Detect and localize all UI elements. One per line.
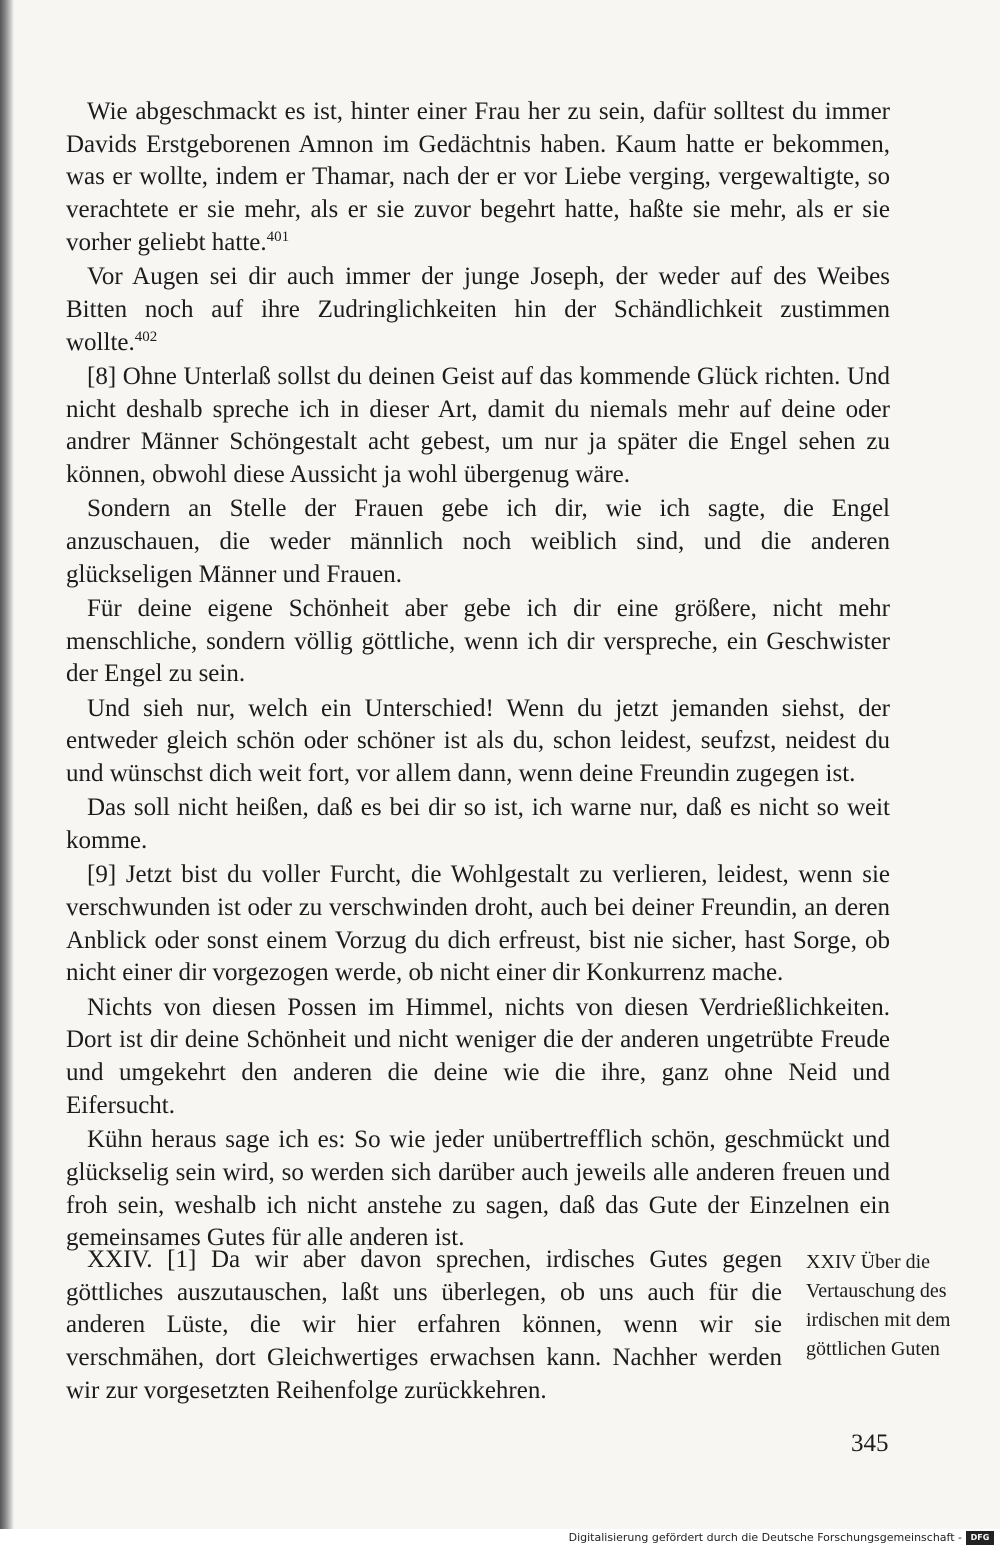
marginal-note-line: Vertauschung des (806, 1280, 947, 1302)
paragraph: Das soll nicht heißen, daß es bei dir so ist, ich warne nur, daß es nicht so weit komme. (66, 794, 890, 855)
paragraph: Nichts von diesen Possen im Himmel, nichts von diesen Verdrießlichkeiten. Dort ist dir deine Schönheit und nicht weniger die der anderen ungetrübte Freude und umgekehrt den anderen die deine wie die ihre, ganz ohne Neid und Eifersucht. (66, 993, 890, 1119)
footnote-ref: 402 (134, 328, 158, 345)
paragraph-text: Vor Augen sei dir auch immer der junge Joseph, der weder auf des Weibes Bitten noch auf ihre Zudringlichkeiten hin der Schändlichkeit zustimmen wollte. (66, 263, 890, 356)
paragraph (66, 261, 890, 359)
paragraph: Für deine eigene Schönheit aber gebe ich dir eine größere, nicht mehr menschliche, sondern völlig göttliche, wenn ich dir verspreche, ein Geschwister der Engel zu sein. (66, 594, 890, 688)
main-text (66, 96, 890, 1257)
paragraph (66, 96, 890, 260)
footnote-ref: 401 (266, 228, 290, 245)
marginal-note-line: irdischen mit dem (806, 1309, 951, 1331)
marginal-note-line: XXIV Über die (806, 1251, 931, 1273)
section-xxiv (66, 1244, 782, 1408)
footer-text: Digitalisierung gefördert durch die Deutsche Forschungsgemeinschaft - (568, 1531, 962, 1544)
book-spine-shadow (0, 0, 14, 1549)
section-paragraph: XXIV. [1] Da wir aber davon sprechen, irdisches Gutes gegen göttliches auszutauschen, laßt uns überlegen, ob uns auch für die anderen Lüste, die wir hier erfahren können, wenn wir sie verschmähen, dort Gleichwertiges erwachsen kann. Nachher werden wir zur vorgesetzten Reihenfolge zurückkehren. (66, 1246, 782, 1404)
dfg-logo-icon: DFG (966, 1531, 994, 1545)
marginal-note (806, 1248, 986, 1364)
paragraph: Kühn heraus sage ich es: So wie jeder unübertrefflich schön, geschmückt und glückselig sein wird, so werden sich darüber auch jeweils alle anderen freuen und froh sein, weshalb ich nicht anstehe zu sagen, daß das Gute der Einzelnen ein gemeinsames Gutes für alle anderen ist. (66, 1126, 890, 1252)
digitization-footer (0, 1529, 1000, 1549)
paragraph-text: Wie abgeschmackt es ist, hinter einer Frau her zu sein, dafür solltest du immer Davids Erstgeborenen Amnon im Gedächtnis haben. Kaum hatte er bekommen, was er wollte, indem er Thamar, nach der er vor Liebe verging, vergewaltigte, so verachtete er sie mehr, als er sie zuvor begehrt hatte, haßte sie mehr, als er sie vorher geliebt hatte. (66, 98, 890, 256)
paragraph: Und sieh nur, welch ein Unterschied! Wenn du jetzt jemanden siehst, der entweder gleich schön oder schöner ist als du, schon leidest, seufzst, neidest du und wünschst dich weit fort, vor allem dann, wenn deine Freundin zugegen ist. (66, 694, 890, 788)
page-number: 345 (851, 1430, 889, 1457)
paragraph: [8] Ohne Unterlaß sollst du deinen Geist auf das kommende Glück richten. Und nicht deshalb spreche ich in dieser Art, damit du niemals mehr auf deine oder andrer Männer Schöngestalt acht gebest, um nur ja später die Engel sehen zu können, obwohl diese Aussicht ja wohl übergenug wäre. (66, 362, 890, 488)
paragraph: [9] Jetzt bist du voller Furcht, die Wohlgestalt zu verlieren, leidest, wenn sie verschwunden ist oder zu verschwinden droht, auch bei deiner Freundin, an deren Anblick oder sonst einem Vorzug du dich erfreust, bist nie sicher, hast Sorge, ob nicht einer dir vorgezogen werde, ob nicht einer dir Konkurrenz mache. (66, 861, 890, 987)
marginal-note-line: göttlichen Guten (806, 1338, 940, 1360)
paragraph: Sondern an Stelle der Frauen gebe ich dir, wie ich sagte, die Engel anzuschauen, die weder männlich noch weiblich sind, und die anderen glückseligen Männer und Frauen. (66, 495, 890, 588)
